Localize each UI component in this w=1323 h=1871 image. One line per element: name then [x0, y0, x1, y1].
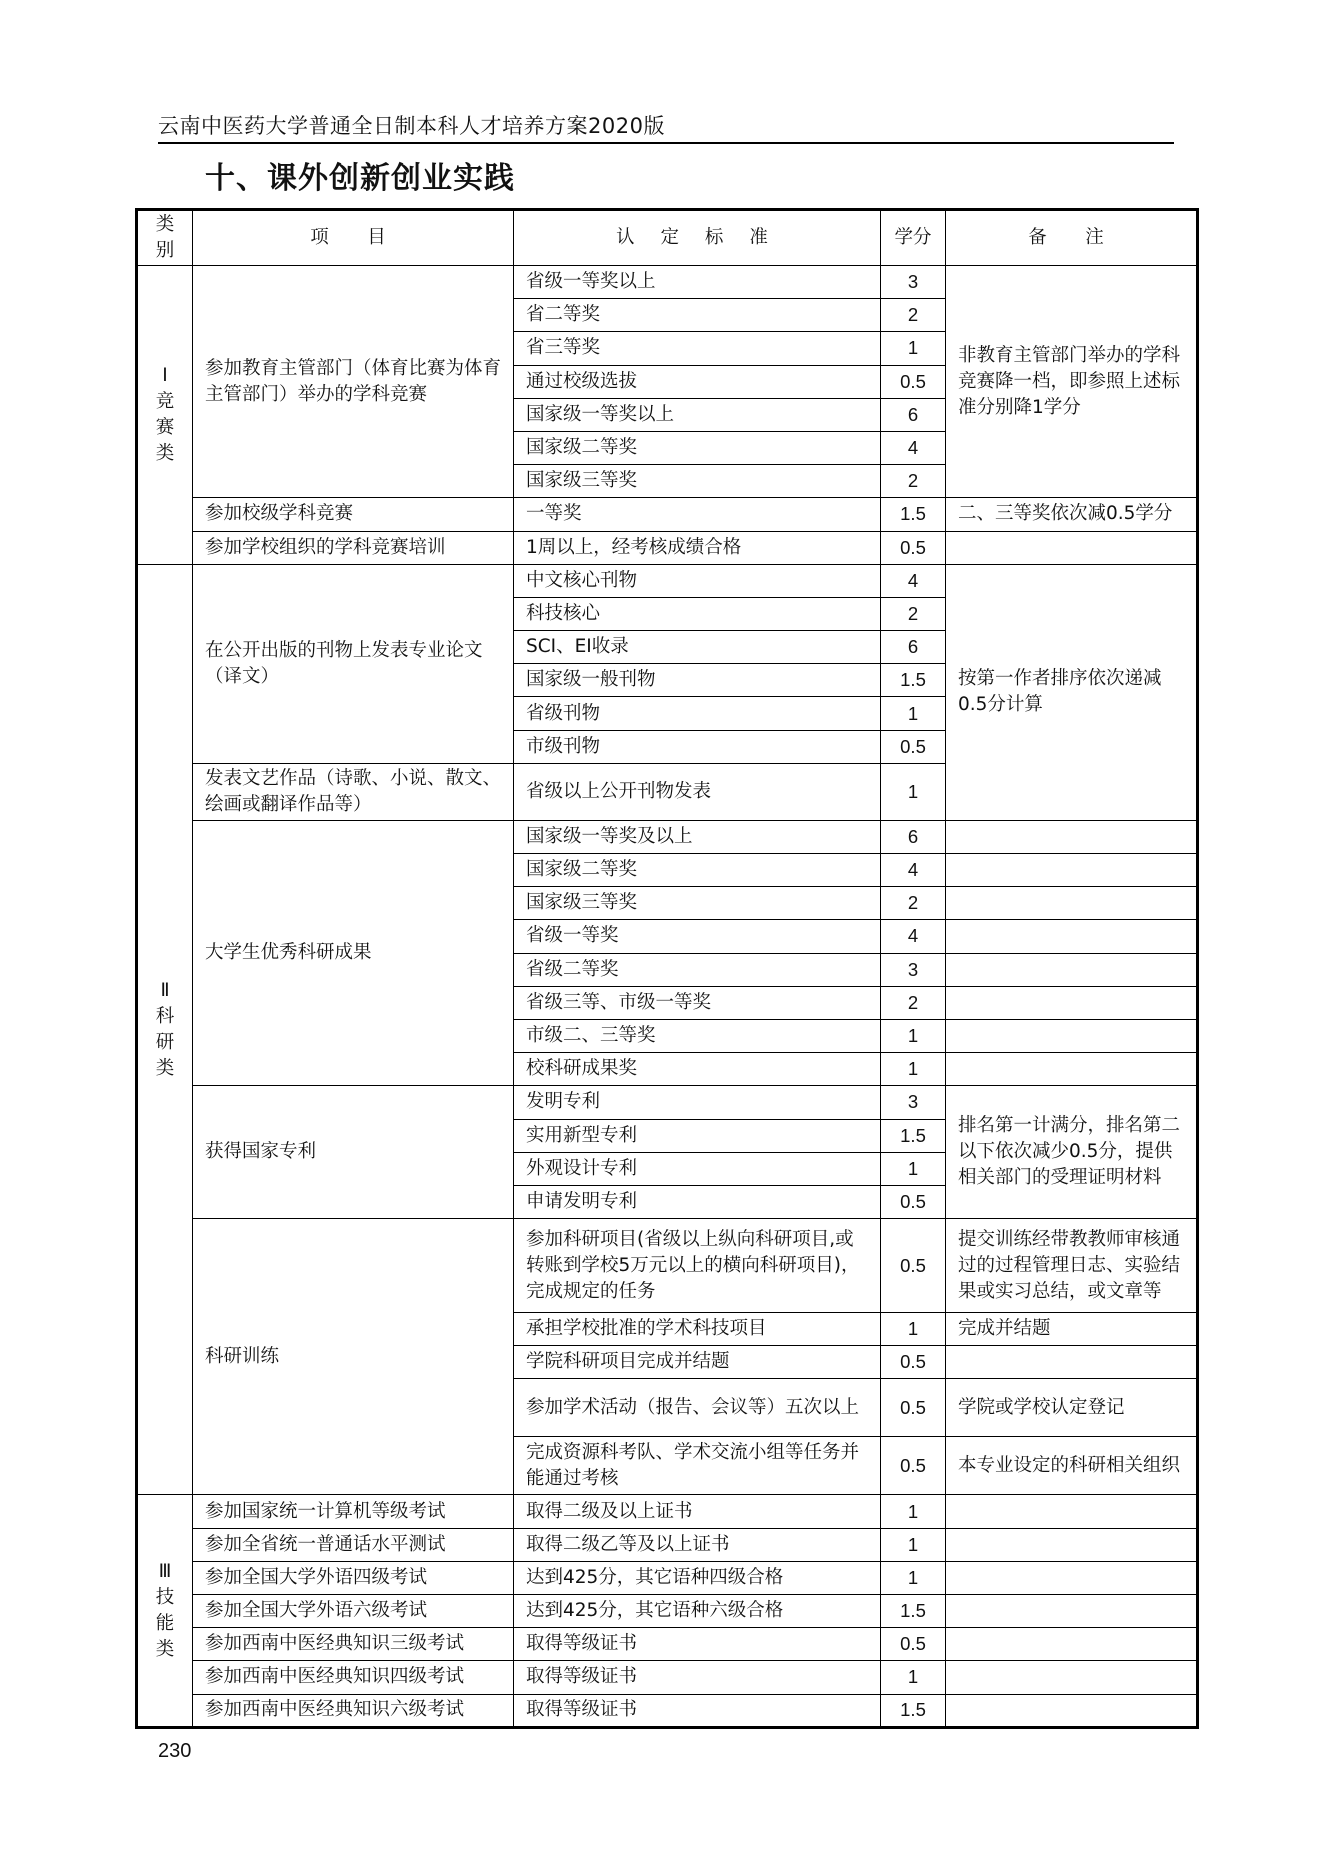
remark-cell: [946, 1495, 1198, 1528]
header-rule: [158, 142, 1174, 144]
standard-cell: 取得等级证书: [514, 1694, 881, 1727]
credits-cell: 4: [881, 564, 946, 597]
table-body: [137, 266, 1198, 1728]
standard-cell: 取得等级证书: [514, 1628, 881, 1661]
remark-cell: 完成并结题: [946, 1313, 1198, 1346]
remark-cell: [946, 1561, 1198, 1594]
remark-cell: [946, 854, 1198, 887]
standard-cell: 国家级一等奖以上: [514, 398, 881, 431]
credits-cell: 1: [881, 1313, 946, 1346]
category-label: Ⅱ 科 研 类: [155, 979, 175, 1079]
credits-cell: 1: [881, 1661, 946, 1694]
section-title: 十、课外创新创业实践: [205, 161, 515, 196]
credits-cell: 1: [881, 1561, 946, 1594]
credits-cell: 0.5: [881, 365, 946, 398]
remark-cell: [946, 1528, 1198, 1561]
standard-cell: 省三等奖: [514, 332, 881, 365]
credits-cell: 4: [881, 431, 946, 464]
remark-cell: [946, 920, 1198, 953]
credits-cell: 3: [881, 266, 946, 299]
standard-cell: 外观设计专利: [514, 1152, 881, 1185]
credits-cell: 4: [881, 920, 946, 953]
category-label: Ⅰ 竞 赛 类: [155, 364, 175, 464]
standard-cell: 科技核心: [514, 597, 881, 630]
credits-cell: 3: [881, 1086, 946, 1119]
standard-cell: 实用新型专利: [514, 1119, 881, 1152]
standard-cell: 申请发明专利: [514, 1185, 881, 1218]
table-row: [137, 1219, 1198, 1313]
table-row: [137, 820, 1198, 853]
credits-cell: 0.5: [881, 531, 946, 564]
remark-cell: 提交训练经带教教师审核通过的过程管理日志、实验结果或实习总结，或文章等: [946, 1219, 1198, 1313]
table-row: [137, 498, 1198, 531]
table-row: [137, 1495, 1198, 1528]
remark-cell: [946, 986, 1198, 1019]
table-row: [137, 1628, 1198, 1661]
standard-cell: 1周以上，经考核成绩合格: [514, 531, 881, 564]
credits-cell: 1: [881, 1495, 946, 1528]
credits-cell: 2: [881, 597, 946, 630]
table-row: [137, 564, 1198, 597]
remark-cell: [946, 887, 1198, 920]
item-cell: 参加西南中医经典知识三级考试: [193, 1628, 514, 1661]
item-cell: 发表文艺作品（诗歌、小说、散文、绘画或翻译作品等）: [193, 763, 514, 820]
table-row: [137, 1661, 1198, 1694]
credits-cell: 1.5: [881, 498, 946, 531]
credits-cell: 6: [881, 398, 946, 431]
category-cell: [137, 564, 193, 1495]
standard-cell: 学院科研项目完成并结题: [514, 1346, 881, 1379]
column-header-category: 类别: [137, 210, 193, 266]
standard-cell: 达到425分，其它语种四级合格: [514, 1561, 881, 1594]
item-cell: 参加西南中医经典知识四级考试: [193, 1661, 514, 1694]
credits-cell: 2: [881, 887, 946, 920]
standard-cell: 取得二级及以上证书: [514, 1495, 881, 1528]
standard-cell: SCI、EI收录: [514, 631, 881, 664]
remark-cell: 非教育主管部门举办的学科竞赛降一档，即参照上述标准分别降1学分: [946, 266, 1198, 498]
remark-cell: [946, 1661, 1198, 1694]
remark-cell: [946, 820, 1198, 853]
credits-cell: 0.5: [881, 1219, 946, 1313]
standard-cell: 市级刊物: [514, 730, 881, 763]
page-number: 230: [158, 1740, 192, 1762]
remark-cell: [946, 1595, 1198, 1628]
item-cell: 在公开出版的刊物上发表专业论文（译文）: [193, 564, 514, 763]
table-row: [137, 1086, 1198, 1119]
credits-cell: 1: [881, 1019, 946, 1052]
credits-cell: 0.5: [881, 1437, 946, 1495]
standard-cell: 完成资源科考队、学术交流小组等任务并能通过考核: [514, 1437, 881, 1495]
standard-cell: 取得二级乙等及以上证书: [514, 1528, 881, 1561]
item-cell: 参加全国大学外语四级考试: [193, 1561, 514, 1594]
credits-cell: 0.5: [881, 1628, 946, 1661]
credits-cell: 1.5: [881, 1595, 946, 1628]
credits-cell: 0.5: [881, 1185, 946, 1218]
remark-cell: [946, 1019, 1198, 1052]
credits-cell: 1: [881, 763, 946, 820]
standard-cell: 校科研成果奖: [514, 1053, 881, 1086]
remark-cell: 二、三等奖依次减0.5学分: [946, 498, 1198, 531]
column-header-credits: 学分: [881, 210, 946, 266]
column-header-standard: 认 定 标 准: [514, 210, 881, 266]
category-cell: [137, 1495, 193, 1727]
credits-cell: 0.5: [881, 1346, 946, 1379]
remark-cell: 学院或学校认定登记: [946, 1379, 1198, 1437]
category-label: Ⅲ 技 能 类: [155, 1560, 175, 1660]
standard-cell: 省级以上公开刊物发表: [514, 763, 881, 820]
item-cell: 大学生优秀科研成果: [193, 820, 514, 1086]
standard-cell: 发明专利: [514, 1086, 881, 1119]
standard-cell: 国家级一等奖及以上: [514, 820, 881, 853]
standard-cell: 参加科研项目(省级以上纵向科研项目,或转账到学校5万元以上的横向科研项目)，完成规定的任务: [514, 1219, 881, 1313]
standard-cell: 通过校级选拔: [514, 365, 881, 398]
remark-cell: [946, 953, 1198, 986]
standard-cell: 省级二等奖: [514, 953, 881, 986]
credits-cell: 2: [881, 299, 946, 332]
item-cell: 参加校级学科竞赛: [193, 498, 514, 531]
remark-cell: [946, 531, 1198, 564]
table-row: [137, 1528, 1198, 1561]
table-row: [137, 1561, 1198, 1594]
credits-cell: 1.5: [881, 1119, 946, 1152]
standard-cell: 中文核心刊物: [514, 564, 881, 597]
credits-cell: 6: [881, 631, 946, 664]
credits-cell: 2: [881, 465, 946, 498]
remark-cell: 按第一作者排序依次递减0.5分计算: [946, 564, 1198, 820]
item-cell: 参加全国大学外语六级考试: [193, 1595, 514, 1628]
standard-cell: 省级三等、市级一等奖: [514, 986, 881, 1019]
column-header-remarks: 备 注: [946, 210, 1198, 266]
column-header-item: 项 目: [193, 210, 514, 266]
credits-cell: 1: [881, 1053, 946, 1086]
table-row: [137, 1694, 1198, 1727]
remark-cell: [946, 1694, 1198, 1727]
item-cell: 参加国家统一计算机等级考试: [193, 1495, 514, 1528]
standard-cell: 省级一等奖: [514, 920, 881, 953]
credits-cell: 4: [881, 854, 946, 887]
credits-cell: 2: [881, 986, 946, 1019]
item-cell: 获得国家专利: [193, 1086, 514, 1219]
category-cell: [137, 266, 193, 565]
remark-cell: [946, 1346, 1198, 1379]
standard-cell: 参加学术活动（报告、会议等）五次以上: [514, 1379, 881, 1437]
item-cell: 参加西南中医经典知识六级考试: [193, 1694, 514, 1727]
table-header-row: [137, 210, 1198, 266]
remark-cell: [946, 1053, 1198, 1086]
credits-cell: 1.5: [881, 1694, 946, 1727]
item-cell: 科研训练: [193, 1219, 514, 1495]
item-cell: 参加教育主管部门（体育比赛为体育主管部门）举办的学科竞赛: [193, 266, 514, 498]
standard-cell: 取得等级证书: [514, 1661, 881, 1694]
standard-cell: 市级二、三等奖: [514, 1019, 881, 1052]
remark-cell: 排名第一计满分，排名第二以下依次减少0.5分，提供相关部门的受理证明材料: [946, 1086, 1198, 1219]
credits-cell: 1.5: [881, 664, 946, 697]
credits-cell: 1: [881, 697, 946, 730]
standard-cell: 国家级三等奖: [514, 887, 881, 920]
table-row: [137, 266, 1198, 299]
remark-cell: [946, 1628, 1198, 1661]
remark-cell: 本专业设定的科研相关组织: [946, 1437, 1198, 1495]
table-row: [137, 1595, 1198, 1628]
credits-cell: 1: [881, 1528, 946, 1561]
credits-cell: 1: [881, 332, 946, 365]
standard-cell: 省级一等奖以上: [514, 266, 881, 299]
credits-cell: 0.5: [881, 730, 946, 763]
item-cell: 参加学校组织的学科竞赛培训: [193, 531, 514, 564]
credits-cell: 3: [881, 953, 946, 986]
standard-cell: 承担学校批准的学术科技项目: [514, 1313, 881, 1346]
standard-cell: 国家级二等奖: [514, 431, 881, 464]
standard-cell: 达到425分，其它语种六级合格: [514, 1595, 881, 1628]
document-header: 云南中医药大学普通全日制本科人才培养方案2020版: [158, 114, 665, 138]
table-row: [137, 531, 1198, 564]
standard-cell: 一等奖: [514, 498, 881, 531]
standard-cell: 国家级二等奖: [514, 854, 881, 887]
credits-cell: 0.5: [881, 1379, 946, 1437]
standard-cell: 省级刊物: [514, 697, 881, 730]
standard-cell: 国家级一般刊物: [514, 664, 881, 697]
credits-cell: 1: [881, 1152, 946, 1185]
credits-cell: 6: [881, 820, 946, 853]
item-cell: 参加全省统一普通话水平测试: [193, 1528, 514, 1561]
standard-cell: 省二等奖: [514, 299, 881, 332]
credits-table: [135, 208, 1199, 1729]
standard-cell: 国家级三等奖: [514, 465, 881, 498]
